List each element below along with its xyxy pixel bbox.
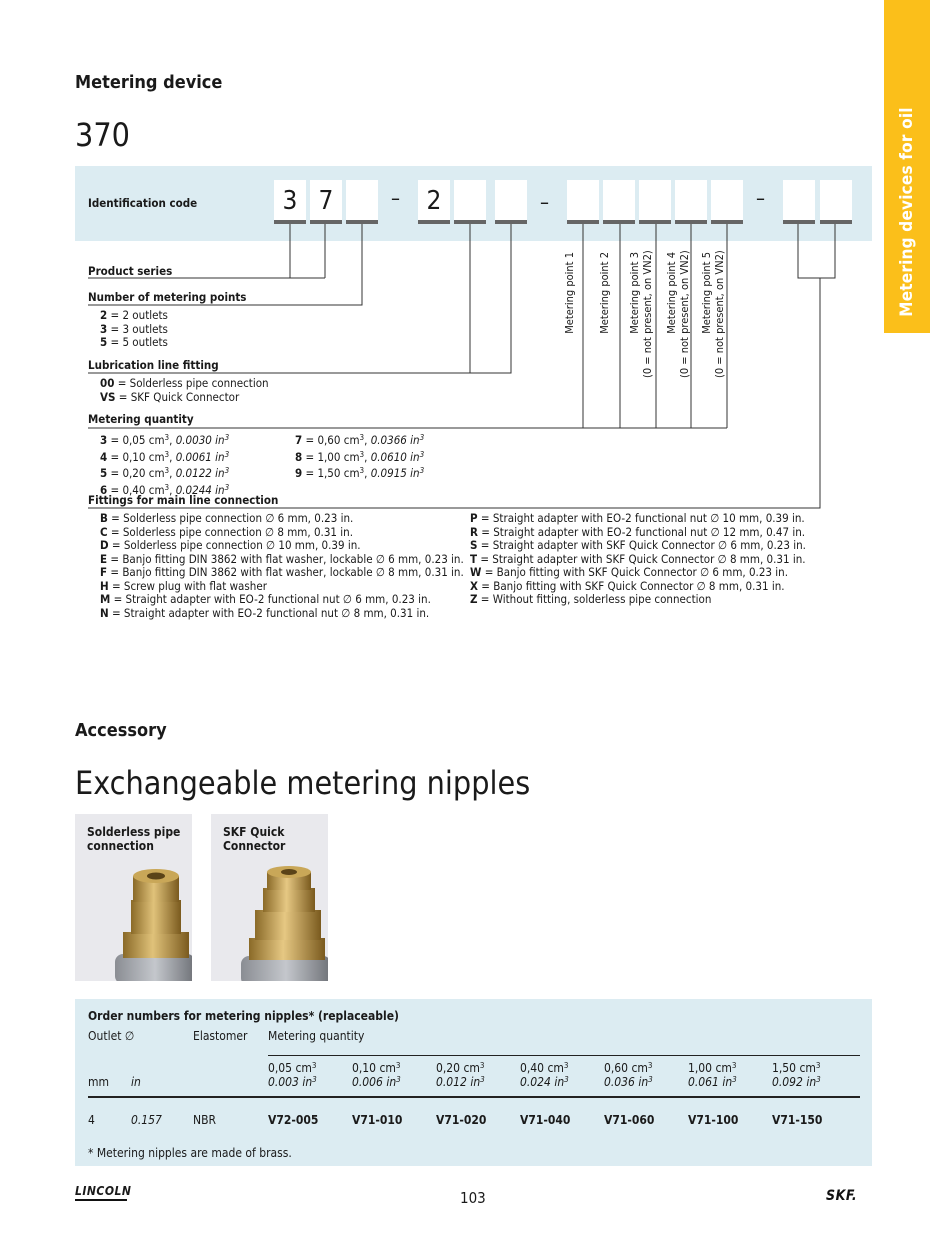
item-code: N (100, 605, 109, 620)
item-code: 4 (100, 449, 108, 464)
item-text: = Straight adapter with SKF Quick Connector ∅ 8 mm, 0.31 in. (477, 551, 806, 566)
item-code: D (100, 538, 109, 552)
list-item: 3 = 3 outlets (100, 321, 168, 336)
quantity-cm-value: 0,05 cm (268, 1061, 312, 1075)
row-in: 0.157 (131, 1113, 162, 1127)
quantity-in (436, 1075, 485, 1089)
quantity-cm (520, 1061, 569, 1075)
item-code: 9 (295, 466, 303, 480)
lincoln-logo-text: LINCOLN (75, 1184, 132, 1198)
quantity-cm (604, 1061, 653, 1075)
quantity-sup: 3 (480, 1075, 485, 1084)
item-sup: 3 (164, 449, 170, 459)
unit-mm: mm (88, 1075, 110, 1089)
item-in: 0.0366 in (370, 433, 420, 447)
metering-point-name: Metering point 3 (628, 252, 641, 334)
col-quantity: Metering quantity (268, 1029, 365, 1043)
accessory-heading: Exchangeable metering nipples (75, 764, 531, 802)
item-text: = Solderless pipe connection ∅ 6 mm, 0.23 in. (107, 511, 354, 525)
item-code: C (100, 524, 108, 539)
item-sup: 3 (359, 433, 365, 442)
metering-points-title: Number of metering points (88, 290, 247, 304)
item-in: 0.0915 in (370, 466, 420, 480)
item-sup: 3 (164, 433, 170, 442)
item-in: 0.0030 in (175, 433, 225, 447)
item-sup: 3 (224, 482, 230, 492)
row-elastomer: NBR (193, 1113, 216, 1127)
item-in: 0.0610 in (370, 449, 420, 464)
metering-point-note: (0 = not present, on VN2) (641, 250, 654, 378)
item-cm: = 1,50 cm (302, 466, 360, 480)
identification-label: Identification code (88, 196, 198, 210)
quantity-in (520, 1075, 569, 1089)
item-text: = Solderless pipe connection ∅ 8 mm, 0.31 in. (107, 524, 353, 539)
skf-logo: SKF. (826, 1188, 858, 1204)
quantity-sup: 3 (564, 1075, 569, 1084)
list-item: 6 = 0,40 $cm^3$, 0.0244 $in^3$ (100, 482, 230, 497)
metering-point-note: (0 = not present, on VN2) (713, 250, 726, 378)
order-code: V71-100 (688, 1113, 739, 1127)
list-item (100, 566, 464, 580)
metering-point-label (563, 252, 576, 378)
item-code: H (100, 578, 109, 593)
item-code: M (100, 592, 111, 606)
section-title: Metering device (75, 72, 223, 93)
code-dash-1: – (391, 186, 400, 210)
list-item: 9 = 1,50 $cm^3$, 0.0915 $in^3$ (295, 466, 425, 480)
order-code: V72-005 (268, 1113, 319, 1127)
solderless-nipple-illustration (75, 814, 192, 981)
quantity-in (604, 1075, 653, 1089)
item-code: F (100, 565, 108, 579)
footnote: * Metering nipples are made of brass. (88, 1146, 292, 1160)
list-item (100, 539, 464, 553)
quantity-in (772, 1075, 821, 1089)
item-code: R (470, 524, 478, 539)
metering-point-name: Metering point 4 (665, 252, 678, 334)
item-text: = Straight adapter with EO-2 functional nut ∅ 10 mm, 0.39 in. (477, 511, 805, 525)
quantity-cm (688, 1061, 737, 1075)
item-text: = Banjo fitting with SKF Quick Connector ∅ 8 mm, 0.31 in. (477, 578, 785, 593)
list-item: 00 = Solderless pipe connection (100, 376, 269, 390)
item-in: 0.0244 in (175, 482, 225, 497)
quantity-cm-value: 0,10 cm (352, 1061, 396, 1075)
list-item (470, 566, 806, 580)
item-sup: 3 (419, 433, 425, 442)
metering-point-name: Metering point 2 (598, 252, 611, 334)
item-code: B (100, 511, 108, 525)
item-text: = Straight adapter with EO-2 functional nut ∅ 8 mm, 0.31 in. (108, 605, 430, 620)
list-item (100, 580, 464, 594)
side-tab-label: Metering devices for oil (897, 107, 917, 317)
item-text: = Screw plug with flat washer (108, 578, 267, 593)
order-code: V71-040 (520, 1113, 571, 1127)
item-in: 0.0122 in (175, 466, 225, 480)
list-item: 4 = 0,10 $cm^3$, 0.0061 $in^3$ (100, 449, 230, 464)
metering-point-name: Metering point 1 (563, 252, 576, 334)
item-code: 7 (295, 433, 303, 447)
metering-point-label (598, 252, 611, 378)
quantity-sup: 3 (395, 1061, 401, 1070)
item-code: E (100, 551, 108, 566)
list-item (100, 607, 464, 621)
list-item (470, 512, 806, 526)
quantity-sup: 3 (816, 1075, 821, 1084)
quantity-cm-value: 0,60 cm (604, 1061, 648, 1075)
quantity-cm-value: 0,40 cm (520, 1061, 564, 1075)
unit-in: in (131, 1075, 141, 1089)
item-text: = Straight adapter with SKF Quick Connector ∅ 6 mm, 0.23 in. (477, 538, 806, 552)
order-table-title: Order numbers for metering nipples* (replaceable) (88, 1009, 399, 1023)
item-cm: = 0,10 cm (107, 449, 165, 464)
list-item: VS = SKF Quick Connector (100, 389, 240, 404)
metering-point-name: Metering point 5 (700, 252, 713, 334)
product-series-label: Product series (88, 264, 173, 278)
quantity-cm (772, 1061, 821, 1075)
list-item: 3 = 0,05 $cm^3$, 0.0030 $in^3$ (100, 433, 230, 447)
main-fittings-left (100, 512, 464, 620)
item-text: = Banjo fitting with SKF Quick Connector ∅ 6 mm, 0.23 in. (481, 565, 788, 579)
code-box: 2 (418, 180, 450, 224)
item-cm: = 1,00 cm (302, 449, 360, 464)
item-cm: = 0,20 cm (107, 466, 165, 480)
list-item: 8 = 1,00 $cm^3$, 0.0610 $in^3$ (295, 449, 425, 464)
quantity-cm-value: 0,20 cm (436, 1061, 480, 1075)
lincoln-logo (75, 1184, 131, 1201)
col-elastomer: Elastomer (193, 1029, 248, 1043)
metering-point-label (665, 252, 691, 378)
list-item (470, 593, 806, 607)
list-item (100, 593, 464, 607)
code-box: 3 (274, 180, 306, 224)
item-code: 8 (295, 449, 303, 464)
quantity-sup: 3 (311, 1061, 317, 1070)
quantity-cm-value: 1,50 cm (772, 1061, 816, 1075)
quantity-sup: 3 (479, 1061, 485, 1070)
model-number: 370 (75, 116, 130, 154)
quantity-cm (352, 1061, 401, 1075)
quantity-in-value: 0.012 in (436, 1075, 481, 1089)
quantity-in (352, 1075, 401, 1089)
table-rule-mid (88, 1096, 860, 1098)
quantity-sup: 3 (396, 1075, 401, 1084)
code-dash-2: – (540, 190, 549, 214)
item-code: S (470, 538, 478, 552)
quantity-sup: 3 (648, 1075, 653, 1084)
quantity-in-value: 0.006 in (352, 1075, 397, 1089)
order-code: V71-020 (436, 1113, 487, 1127)
item-text: = Without fitting, solderless pipe connection (477, 592, 712, 606)
list-item: 2 = 2 outlets (100, 308, 168, 322)
photo-caption: SKF Quick Connector (223, 825, 286, 853)
item-sup: 3 (164, 466, 170, 475)
quantity-cm-value: 1,00 cm (688, 1061, 732, 1075)
quantity-sup: 3 (647, 1061, 653, 1070)
metering-quantity-right (295, 431, 424, 481)
item-sup: 3 (359, 466, 365, 475)
order-code: V71-150 (772, 1113, 823, 1127)
row-mm: 4 (88, 1113, 95, 1127)
quantity-in (268, 1075, 317, 1089)
quantity-sup: 3 (815, 1061, 821, 1070)
lub-fitting-list (100, 377, 269, 404)
main-fittings-right (470, 512, 806, 607)
code-box: 7 (310, 180, 342, 224)
item-code: Z (470, 592, 478, 606)
list-item (470, 526, 806, 540)
quantity-in (688, 1075, 737, 1089)
metering-quantity-left (100, 431, 229, 497)
item-sup: 3 (224, 449, 230, 459)
quantity-in-value: 0.036 in (604, 1075, 649, 1089)
quantity-in-value: 0.061 in (688, 1075, 733, 1089)
item-code: 6 (100, 482, 108, 497)
metering-points-list (100, 309, 168, 350)
quantity-sup: 3 (312, 1075, 317, 1084)
list-item (100, 553, 464, 567)
item-code: X (470, 578, 478, 593)
photo-caption: Solderless pipe connection (87, 825, 181, 853)
lub-fitting-title: Lubrication line fitting (88, 358, 219, 372)
item-sup: 3 (224, 466, 230, 475)
quantity-sup: 3 (731, 1061, 737, 1070)
metering-point-label (700, 252, 726, 378)
item-text: = Solderless pipe connection ∅ 10 mm, 0.39 in. (108, 538, 361, 552)
item-in: 0.0061 in (175, 449, 225, 464)
item-text: = Banjo fitting DIN 3862 with flat washer, lockable ∅ 6 mm, 0.23 in. (107, 551, 464, 566)
list-item (470, 539, 806, 553)
item-sup: 3 (359, 449, 365, 459)
metering-point-label (628, 252, 654, 378)
metering-point-note: (0 = not present, on VN2) (678, 250, 691, 378)
quantity-sup: 3 (563, 1061, 569, 1070)
page-number: 103 (460, 1189, 486, 1207)
list-item: 5 = 5 outlets (100, 335, 168, 349)
item-text: = Banjo fitting DIN 3862 with flat washer, lockable ∅ 8 mm, 0.31 in. (107, 565, 464, 579)
item-text: = Straight adapter with EO-2 functional nut ∅ 12 mm, 0.47 in. (477, 524, 806, 539)
order-code: V71-060 (604, 1113, 655, 1127)
photo-solderless-nipple (75, 814, 192, 981)
item-code: 5 (100, 466, 108, 480)
order-code: V71-010 (352, 1113, 403, 1127)
item-sup: 3 (224, 433, 230, 442)
list-item (470, 553, 806, 567)
list-item (100, 512, 464, 526)
item-sup: 3 (164, 482, 170, 492)
quantity-sup: 3 (732, 1075, 737, 1084)
photo-skf-quick-connector (211, 814, 328, 981)
col-outlet: Outlet ∅ (88, 1029, 135, 1043)
item-code: P (470, 511, 478, 525)
list-item: 5 = 0,20 $cm^3$, 0.0122 $in^3$ (100, 466, 230, 480)
table-rule-top (268, 1055, 860, 1056)
quantity-in-value: 0.092 in (772, 1075, 817, 1089)
accessory-title: Accessory (75, 720, 167, 741)
quick-connector-illustration (211, 814, 328, 981)
item-cm: = 0,40 cm (107, 482, 165, 497)
quantity-in-value: 0.003 in (268, 1075, 313, 1089)
item-cm: = 0,05 cm (107, 433, 165, 447)
item-cm: = 0,60 cm (302, 433, 360, 447)
code-dash-3: – (756, 186, 765, 210)
list-item (470, 580, 806, 594)
item-text: = Straight adapter with EO-2 functional nut ∅ 6 mm, 0.23 in. (110, 592, 431, 606)
item-code: T (470, 551, 478, 566)
quantity-cm (268, 1061, 317, 1075)
item-code: 3 (100, 433, 108, 447)
item-code: W (470, 565, 482, 579)
list-item (100, 526, 464, 540)
item-sup: 3 (419, 449, 425, 459)
list-item: 7 = 0,60 $cm^3$, 0.0366 $in^3$ (295, 433, 425, 447)
main-fittings-title: Fittings for main line connection (88, 493, 279, 507)
metering-quantity-title: Metering quantity (88, 412, 194, 426)
quantity-in-value: 0.024 in (520, 1075, 565, 1089)
quantity-cm (436, 1061, 485, 1075)
item-sup: 3 (419, 466, 425, 475)
